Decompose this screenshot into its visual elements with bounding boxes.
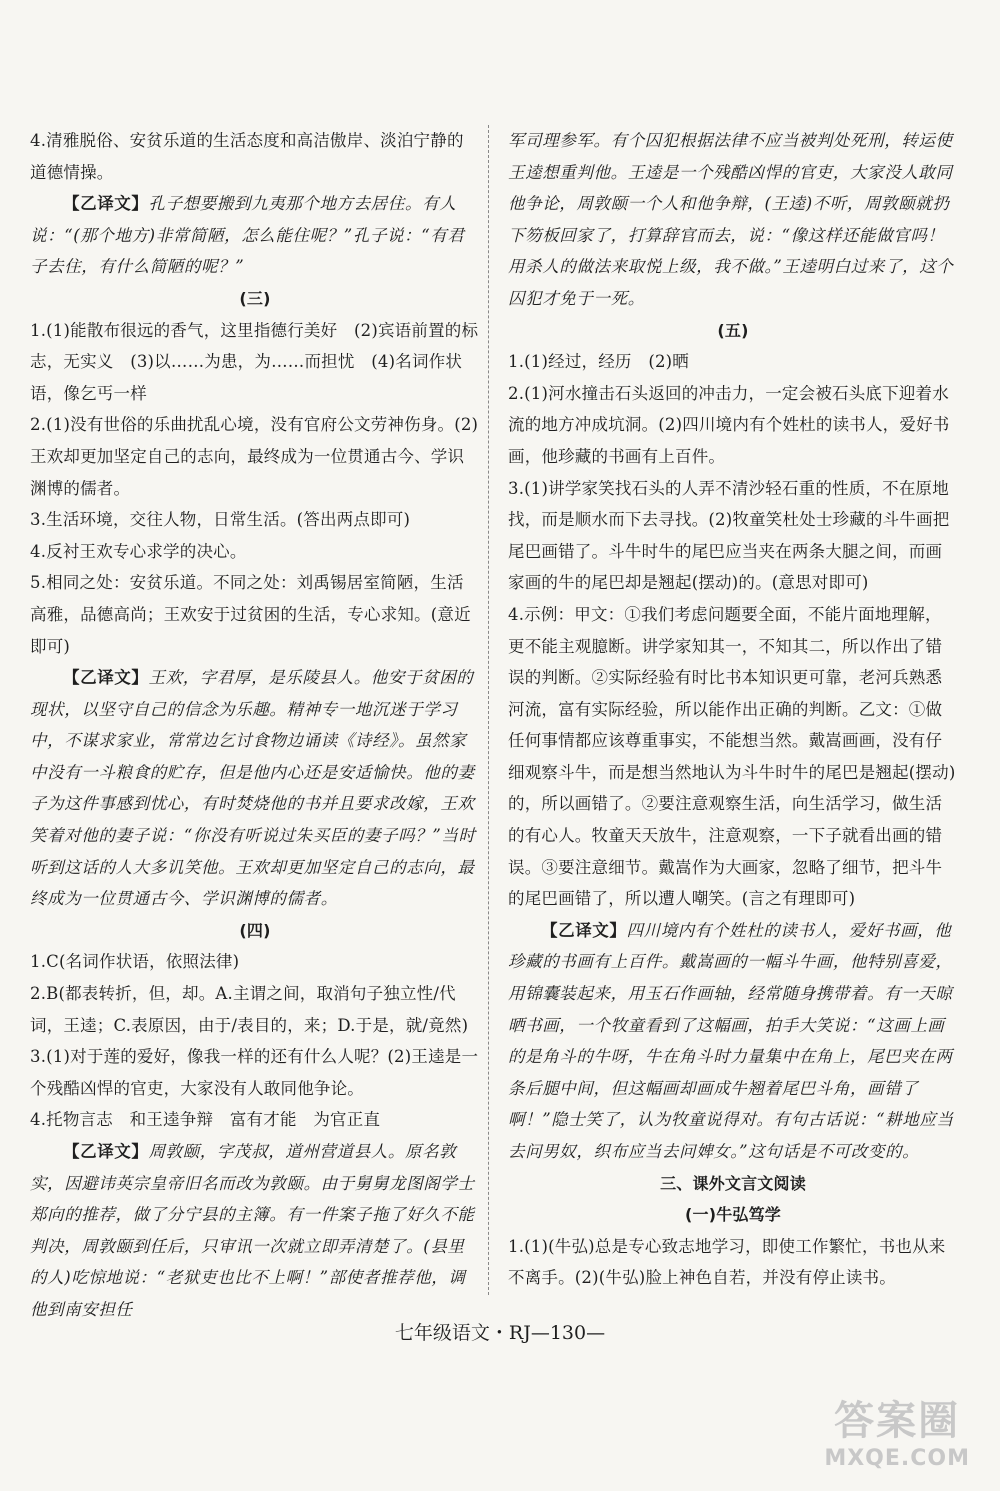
- answer-item: 5.相同之处：安贫乐道。不同之处：刘禹锡居室简陋，生活高雅，品德高尚；王欢安于过贫困的生活，专心求知。(意近即可): [30, 573, 471, 656]
- answer-item: 4.反衬王欢专心求学的决心。: [30, 541, 247, 561]
- section-title: (一)牛弘笃学: [684, 1205, 782, 1225]
- translation-label: 【乙译文】: [63, 668, 149, 688]
- translation-continued: 军司理参军。有个囚犯根据法律不应当被判处死刑，转运使王逵想重判他。王逵是一个残酷凶悍的官吏，大家没人敢同他争论，周敦颐一个人和他争辩，(王逵)不听，周敦颐就扔下笏板回家了，打算辞官而去，说：“像这样还能做官吗！用杀人的做法来取悦上级，我不做。”王逵明白过来了，这个囚犯才免于一死。: [508, 131, 954, 308]
- answer-item: 1.(1)(牛弘)总是专心致志地学习，即使工作繁忙，书也从来不离手。(2)(牛弘)脸上神色自若，并没有停止读书。: [508, 1236, 946, 1288]
- answer-item: 2.(1)没有世俗的乐曲扰乱心境，没有官府公文劳神伤身。(2)王欢却更加坚定自己的志向，最终成为一位贯通古今、学识渊博的儒者。: [30, 415, 479, 498]
- column-divider: [488, 125, 489, 1295]
- answer-item: 4.托物言志 和王逵争辩 富有才能 为官正直: [30, 1110, 381, 1130]
- page-footer: 七年级语文・RJ—130—: [394, 1322, 606, 1344]
- section-title: (五): [717, 320, 749, 340]
- answer-item: 3.生活环境，交往人物，日常生活。(答出两点即可): [30, 510, 411, 530]
- answer-item: 4.清雅脱俗、安贫乐道的生活态度和高洁傲岸、淡泊宁静的道德情操。: [30, 131, 464, 182]
- translation-text: 孔子想要搬到九夷那个地方去居住。有人说：“(那个地方)非常简陋，怎么能住呢？”孔子说：“有君子去住，有什么简陋的呢？”: [30, 194, 465, 277]
- answer-item: 1.(1)能散布很远的香气，这里指德行美好 (2)宾语前置的标志，无实义 (3)以……为患，为……而担忧 (4)名词作状语，像乞丐一样: [30, 320, 479, 403]
- answer-item: 3.(1)讲学家笑找石头的人弄不清沙轻石重的性质，不在原地找，而是顺水而下去寻找。(2)牧童笑杜处士珍藏的斗牛画把尾巴画错了。斗牛时牛的尾巴应当夹在两条大腿之间，而画家画的牛的尾巴却是翘起(摆动)的。(意思对即可): [508, 478, 950, 593]
- watermark-logo: [824, 1389, 970, 1471]
- translation-paragraph: [508, 915, 958, 1168]
- translation-text: 四川境内有个姓杜的读书人，爱好书画，他珍藏的书画有上百件。戴嵩画的一幅斗牛画，他特别喜爱，用锦囊装起来，用玉石作画轴，经常随身携带着。有一天晾晒书画，一个牧童看到了这幅画，拍手大笑说：“这画上画的是角斗的牛呀，牛在角斗时力量集中在角上，尾巴夹在两条后腿中间，但这幅画却画成牛翘着尾巴斗角，画错了啊！”隐士笑了，认为牧童说得对。有句古话说：“耕地应当去问男奴，织布应当去问婢女。”这句话是不可改变的。: [508, 920, 954, 1161]
- translation-paragraph: [30, 1136, 480, 1326]
- answer-item: 3.(1)对于莲的爱好，像我一样的还有什么人呢？(2)王逵是一个残酷凶悍的官吏，大家没有人敢同他争论。: [30, 1047, 479, 1098]
- translation-label: 【乙译文】: [63, 1142, 149, 1161]
- watermark-logo-text: 答案圈: [834, 1398, 961, 1444]
- answer-item: 4.示例：甲文：①我们考虑问题要全面，不能片面地理解，更不能主观臆断。讲学家知其一，不知其二，所以作出了错误的判断。②实际经验有时比书本知识更可靠，老河兵熟悉河流，富有实际经验，所以能作出正确的判断。乙文：①做任何事情都应该尊重事实，不能想当然。戴嵩画画，没有仔细观察斗牛，而是想当然地认为斗牛时牛的尾巴是翘起(摆动)的，所以画错了。②要注意观察生活，向生活学习，做生活的有心人。牧童天天放牛，注意观察，一下子就看出画的错误。③要注意细节。戴嵩作为大画家，忽略了细节，把斗牛的尾巴画错了，所以遭人嘲笑。(言之有理即可): [508, 604, 956, 909]
- right-column: [508, 125, 958, 1294]
- translation-label: 【乙译文】: [63, 194, 149, 214]
- watermark-url: MXQE.COM: [824, 1446, 970, 1471]
- answer-item: 2.(1)河水撞击石头返回的冲击力，一定会被石头底下迎着水流的地方冲成坑洞。(2)四川境内有个姓杜的读书人，爱好书画，他珍藏的书画有上百件。: [508, 383, 950, 466]
- translation-text: 王欢，字君厚，是乐陵县人。他安于贫困的现状，以坚守自己的信念为乐趣。精神专一地沉迷于学习中，不谋求家业，常常边乞讨食物边诵读《诗经》。虽然家中没有一斗粮食的贮存，但是他内心还是安适愉快。他的妻子为这件事感到忧心，有时焚烧他的书并且要求改嫁，王欢笑着对他的妻子说：“你没有听说过朱买臣的妻子吗？”当时听到这话的人大多讥笑他。王欢却更加坚定自己的志向，最终成为一位贯通古今、学识渊博的儒者。: [30, 668, 476, 909]
- left-column: [30, 125, 480, 1326]
- section-title: 三、课外文言文阅读: [660, 1173, 806, 1193]
- answer-item: 2.B(都表转折，但，却。A.主谓之间，取消句子独立性/代词，王逵；C.表原因，由于/表目的，来；D.于是，就/竟然): [30, 984, 469, 1035]
- section-title: (四): [239, 920, 271, 940]
- translation-paragraph: [30, 188, 480, 283]
- translation-paragraph: [30, 662, 480, 915]
- answer-item: 1.(1)经过，经历 (2)晒: [508, 352, 689, 372]
- section-title: (三): [239, 288, 271, 308]
- translation-text: 周敦颐，字茂叔，道州营道县人。原名敦实，因避讳英宗皇帝旧名而改为敦颐。由于舅舅龙图阁学士郑向的推荐，做了分宁县的主簿。有一件案子拖了好久不能判决，周敦颐到任后，只审讯一次就立即弄清楚了。(县里的人)吃惊地说：“老狱吏也比不上啊！”部使者推荐他，调他到南安担任: [30, 1142, 475, 1319]
- translation-label: 【乙译文】: [541, 920, 627, 940]
- answer-item: 1.C(名词作状语，依照法律): [30, 952, 240, 972]
